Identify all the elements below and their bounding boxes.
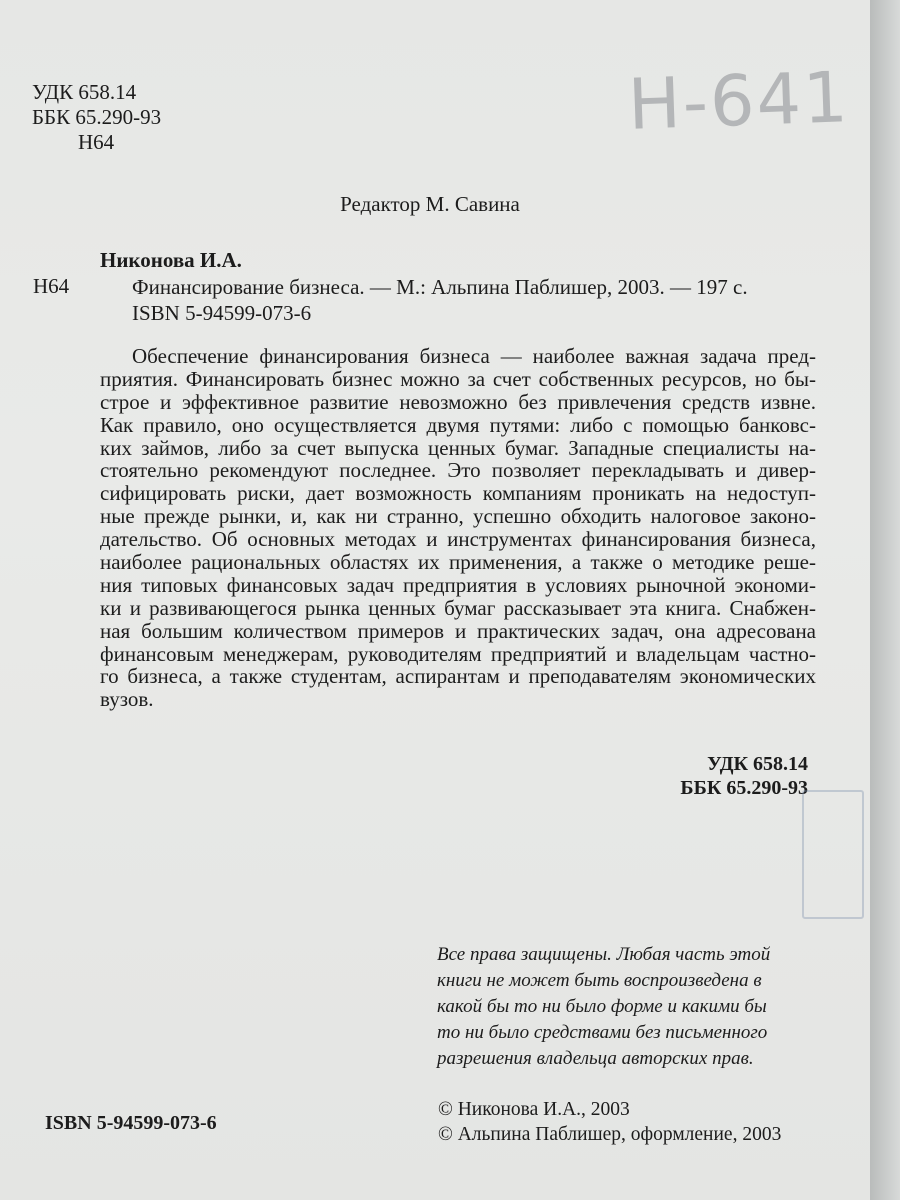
abstract-line: сифицировать риски, дает возможность компаниям проникать на недоступ- xyxy=(100,481,816,506)
bibliographic-title: Финансирование бизнеса. — М.: Альпина Паблишер, 2003. — 197 с. xyxy=(132,275,748,299)
udk-code: УДК 658.14 xyxy=(32,80,137,104)
abstract-line: приятия. Финансировать бизнес можно за счет собственных ресурсов, но бы- xyxy=(100,366,816,391)
author-mark-code: Н64 xyxy=(78,130,115,154)
abstract-line: финансовым менеджерам, руководителям предприятий и владельцам частно- xyxy=(100,641,816,666)
handwritten-mark: Н-641 xyxy=(626,56,851,146)
author-name: Никонова И.А. xyxy=(100,248,242,272)
call-mark: Н64 xyxy=(33,274,70,298)
rights-line: Все права защищены. Любая часть этой xyxy=(437,944,771,965)
rights-notice xyxy=(437,942,807,1072)
library-stamp-mark xyxy=(802,790,864,919)
bibliographic-record xyxy=(132,274,748,326)
abstract-line: ные прежде рынки, и, как ни странно, успешно обходить налоговое законо- xyxy=(100,504,816,529)
rights-line: книги не может быть воспроизведена в xyxy=(437,970,762,991)
footer-codes xyxy=(600,752,808,800)
copyright-publisher: © Альпина Паблишер, оформление, 2003 xyxy=(438,1124,782,1145)
abstract-line: вузов. xyxy=(100,687,154,712)
abstract-line: Обеспечение финансирования бизнеса — наиболее важная задача пред- xyxy=(132,344,816,368)
abstract-line: наиболее рациональных областях их применения, а также о методике реше- xyxy=(100,550,816,575)
footer-bbk-code: ББК 65.290-93 xyxy=(680,777,808,799)
bbk-code: ББК 65.290-93 xyxy=(32,105,162,129)
isbn-bottom: ISBN 5-94599-073-6 xyxy=(45,1112,217,1134)
abstract-line: ная большим количеством примеров и практических задач, она адресована xyxy=(100,618,816,643)
abstract-line: го бизнеса, а также студентам, аспирантам и преподавателям экономических xyxy=(100,664,816,689)
copyright-author: © Никонова И.А., 2003 xyxy=(438,1099,630,1120)
rights-line: то ни было средствами без письменного xyxy=(437,1022,768,1043)
rights-line: какой бы то ни было форме и какими бы xyxy=(437,996,767,1017)
abstract-line: Как правило, оно осуществляется двумя путями: либо с помощью банковс- xyxy=(100,412,816,437)
abstract-line: стоятельно рекомендуют последнее. Это позволяет перекладывать и дивер- xyxy=(100,458,816,483)
bibliographic-isbn: ISBN 5-94599-073-6 xyxy=(132,301,312,325)
copyright-block xyxy=(438,1097,781,1147)
page-edge xyxy=(870,0,900,1200)
abstract-line: ки и развивающегося рынка ценных бумаг рассказывает эта книга. Снабжен- xyxy=(100,595,816,620)
abstract-line: дательство. Об основных методах и инструментах финансирования бизнеса, xyxy=(100,527,816,552)
rights-line: разрешения владельца авторских прав. xyxy=(437,1048,754,1069)
abstract-line: ния типовых финансовых задач предприятия в условиях рыночной экономи- xyxy=(100,572,816,597)
editor-line: Редактор М. Савина xyxy=(340,192,520,216)
abstract-line: ких займов, либо за счет выпуска ценных бумаг. Западные специалисты на- xyxy=(100,435,816,460)
abstract-line: строе и эффективное развитие невозможно без привлечения средств извне. xyxy=(100,389,816,414)
abstract-paragraph xyxy=(100,345,816,711)
footer-udk-code: УДК 658.14 xyxy=(707,753,808,775)
header-codes xyxy=(32,80,161,155)
